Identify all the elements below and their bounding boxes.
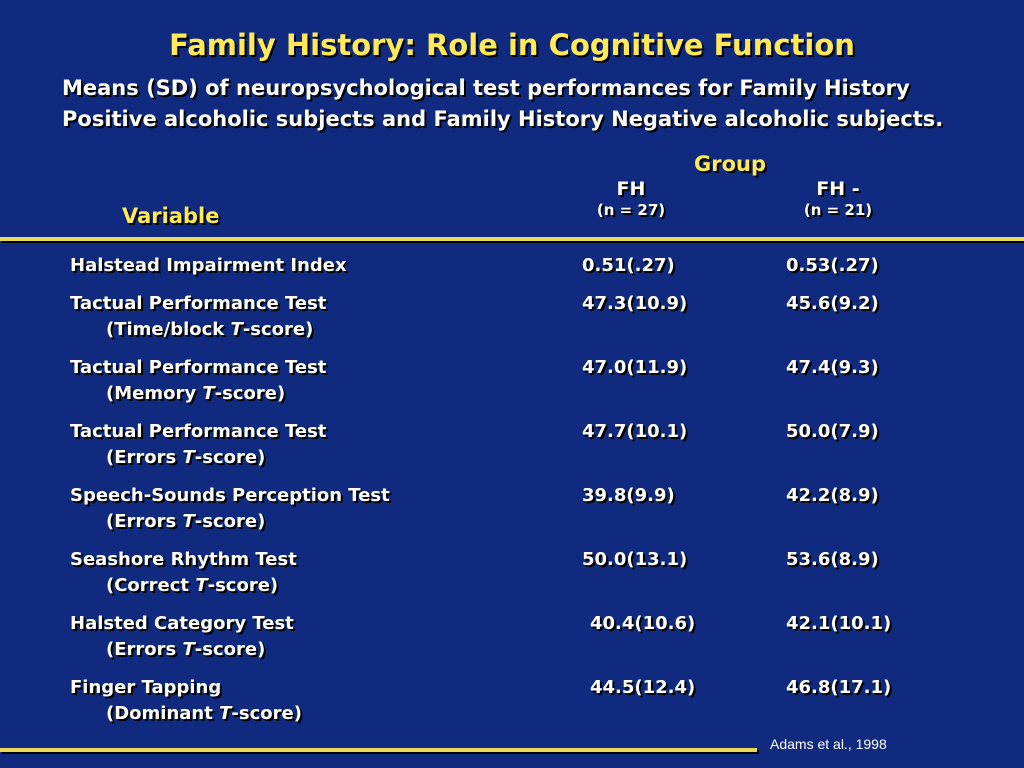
footer-divider [0, 748, 757, 752]
table-row [70, 675, 970, 739]
row-variable-subtitle: (Time/block T-score) [106, 319, 314, 340]
table-row [70, 483, 970, 547]
table-row [70, 253, 970, 291]
row-fh-positive-value: 40.4(10.6) [590, 613, 696, 634]
row-fh-positive-value: 47.7(10.1) [582, 421, 688, 442]
row-fh-negative-value: 50.0(7.9) [786, 421, 879, 442]
header-divider [0, 237, 1024, 241]
row-fh-negative-value: 42.2(8.9) [786, 485, 879, 506]
column-header-fh-positive [596, 178, 666, 220]
row-variable-name: Tactual Performance Test [70, 357, 327, 378]
row-variable-subtitle: (Correct T-score) [106, 575, 279, 596]
row-variable-name: Finger Tapping [70, 677, 222, 698]
column-fh-positive-n: (n = 27) [596, 201, 666, 219]
slide-title: Family History: Role in Cognitive Function [169, 28, 855, 62]
row-variable-name: Tactual Performance Test [70, 293, 327, 314]
row-variable-name: Seashore Rhythm Test [70, 549, 297, 570]
row-fh-negative-value: 0.53(.27) [786, 255, 879, 276]
row-variable-subtitle: (Memory T-score) [106, 383, 286, 404]
column-fh-positive-label: FH [616, 178, 646, 200]
group-header: Group [694, 152, 767, 176]
results-table [70, 253, 970, 739]
column-fh-negative-label: FH - [816, 178, 860, 200]
row-variable-subtitle: (Errors T-score) [106, 639, 266, 660]
table-row [70, 611, 970, 675]
row-fh-positive-value: 44.5(12.4) [590, 677, 696, 698]
variable-header: Variable [122, 204, 220, 228]
row-variable-name: Halsted Category Test [70, 613, 294, 634]
table-row [70, 355, 970, 419]
row-fh-negative-value: 53.6(8.9) [786, 549, 879, 570]
table-row [70, 419, 970, 483]
row-fh-negative-value: 46.8(17.1) [786, 677, 892, 698]
row-variable-name: Speech-Sounds Perception Test [70, 485, 390, 506]
row-fh-positive-value: 39.8(9.9) [582, 485, 675, 506]
column-fh-negative-n: (n = 21) [803, 201, 873, 219]
table-row [70, 547, 970, 611]
row-fh-positive-value: 47.0(11.9) [582, 357, 688, 378]
row-variable-subtitle: (Dominant T-score) [106, 703, 302, 724]
row-fh-positive-value: 47.3(10.9) [582, 293, 688, 314]
row-variable-subtitle: (Errors T-score) [106, 511, 266, 532]
row-variable-subtitle: (Errors T-score) [106, 447, 266, 468]
row-fh-positive-value: 0.51(.27) [582, 255, 675, 276]
row-fh-negative-value: 45.6(9.2) [786, 293, 879, 314]
row-variable-name: Tactual Performance Test [70, 421, 327, 442]
row-fh-positive-value: 50.0(13.1) [582, 549, 688, 570]
column-header-fh-negative [788, 178, 888, 220]
citation: Adams et al., 1998 [770, 736, 887, 752]
row-variable-name: Halstead Impairment Index [70, 255, 347, 276]
row-fh-negative-value: 42.1(10.1) [786, 613, 892, 634]
table-row [70, 291, 970, 355]
row-fh-negative-value: 47.4(9.3) [786, 357, 879, 378]
slide-subtitle: Means (SD) of neuropsychological test performances for Family History Positive alcoholic subjects and Family History Negative alcoholic subjects. [62, 76, 944, 131]
